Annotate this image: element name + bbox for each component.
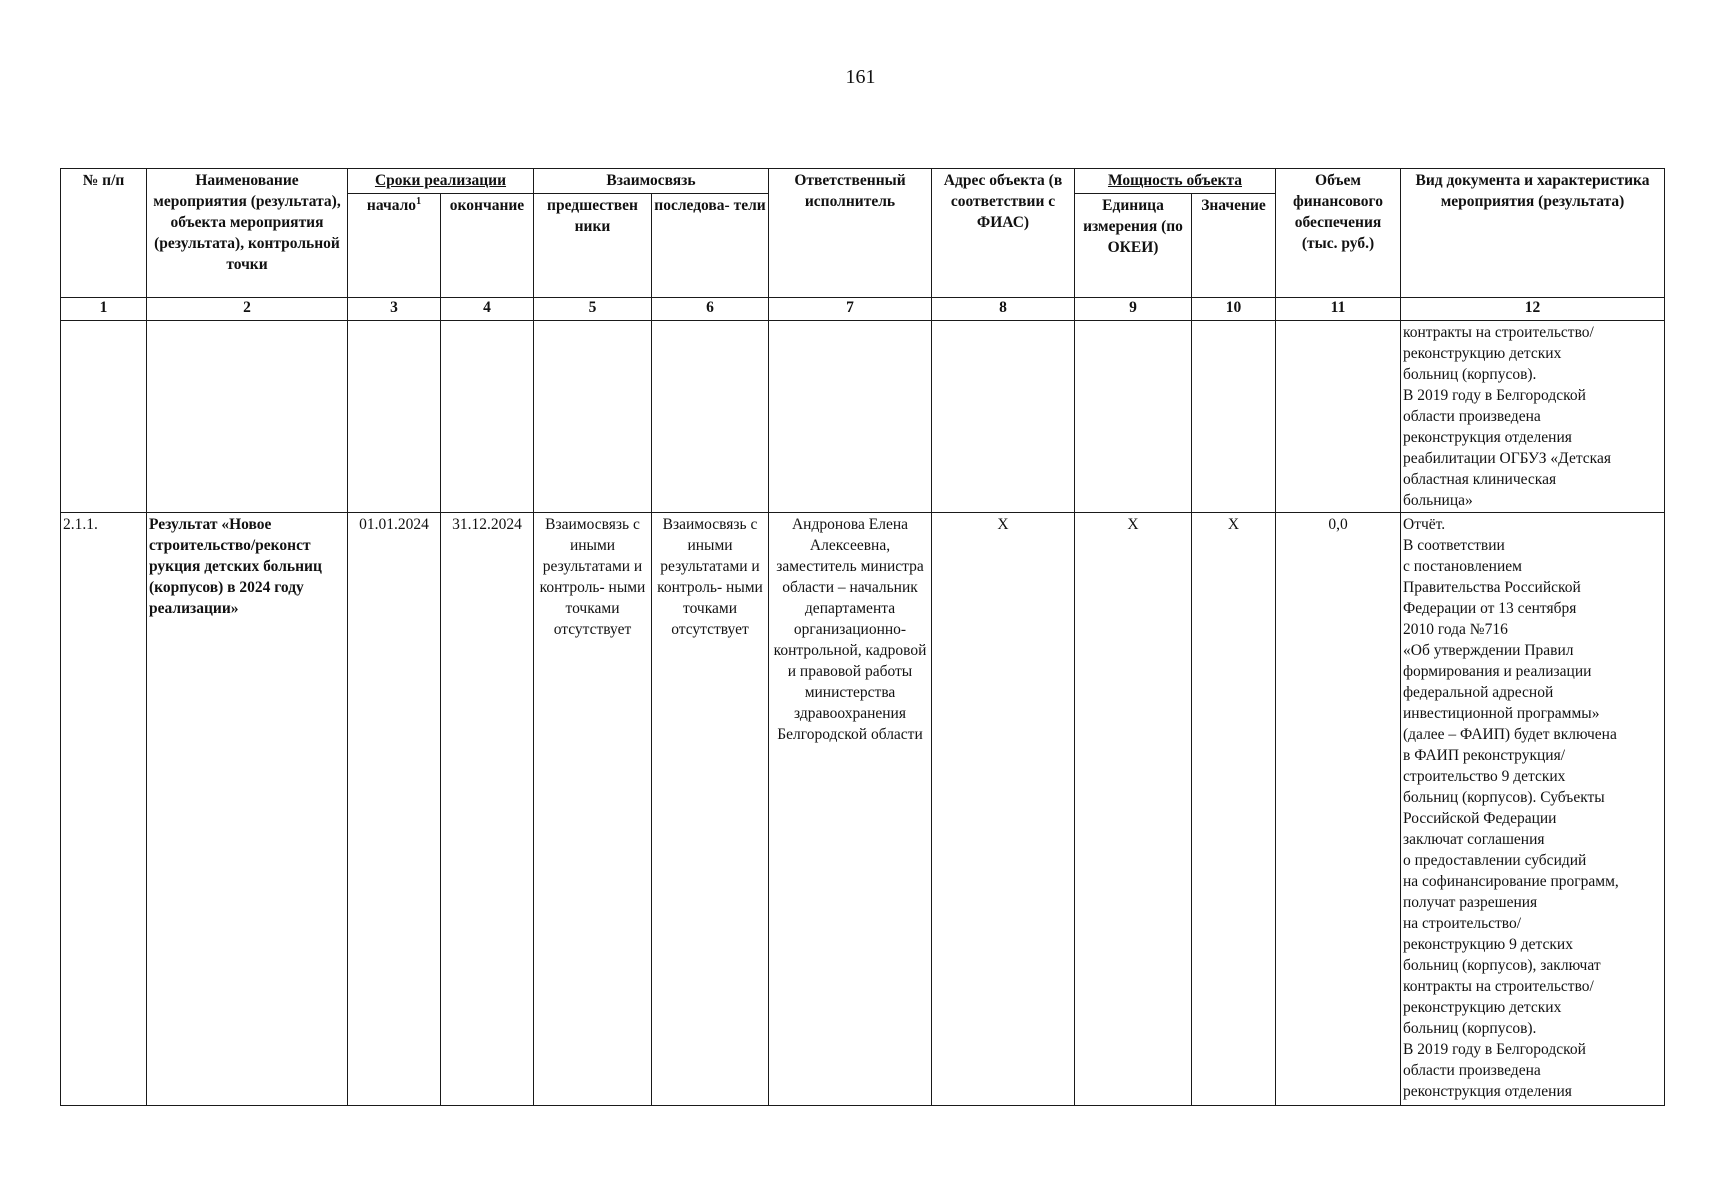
cell-predecessors: Взаимосвязь с иными результатами и контроль- ными точками отсутствует [534,513,652,1106]
doc-line: Правительства Российской [1403,579,1581,596]
header-successors: последова- тели [652,194,769,298]
doc-line: федеральной адресной [1403,684,1554,701]
column-number: 5 [534,298,652,321]
doc-line: контракты на строительство/ [1403,324,1594,341]
doc-line: области произведена [1403,1062,1541,1079]
doc-line: Федерации от 13 сентября [1403,600,1577,617]
cell-end: 31.12.2024 [441,513,534,1106]
header-end: окончание [441,194,534,298]
doc-line: (далее – ФАИП) будет включена [1403,726,1617,743]
header-doc-type: Вид документа и характеристика мероприятия (результата) [1401,169,1665,298]
cell-value: Х [1192,513,1276,1106]
doc-line: В 2019 году в Белгородской [1403,1041,1586,1058]
header-start [348,194,441,298]
doc-line: контракты на строительство/ [1403,978,1594,995]
doc-line: реконструкция отделения [1403,1083,1572,1100]
doc-line: больниц (корпусов). [1403,1020,1537,1037]
doc-line: заключат соглашения [1403,831,1545,848]
doc-line: с постановлением [1403,558,1522,575]
cell-num: 2.1.1. [61,513,147,1106]
header-funding: Объем финансового обеспечения (тыс. руб.) [1276,169,1401,298]
header-responsible: Ответственный исполнитель [769,169,932,298]
cell-empty [769,321,932,513]
cell-doc-type [1401,321,1665,513]
doc-line: В соответствии [1403,537,1505,554]
cell-empty [147,321,348,513]
column-number: 7 [769,298,932,321]
doc-line: больниц (корпусов). [1403,366,1537,383]
column-number: 2 [147,298,348,321]
cell-doc-type [1401,513,1665,1106]
column-number: 1 [61,298,147,321]
cell-empty [932,321,1075,513]
doc-line: о предоставлении субсидий [1403,852,1587,869]
column-number: 10 [1192,298,1276,321]
cell-address: Х [932,513,1075,1106]
cell-empty [61,321,147,513]
header-num: № п/п [61,169,147,298]
doc-line: на строительство/ [1403,915,1522,932]
header-address: Адрес объекта (в соответствии с ФИАС) [932,169,1075,298]
cell-empty [441,321,534,513]
doc-line: реконструкция отделения [1403,429,1572,446]
doc-line: реабилитации ОГБУЗ «Детская [1403,450,1611,467]
doc-line: областная клиническая [1403,471,1557,488]
doc-line: строительство 9 детских [1403,768,1566,785]
header-name: Наименование мероприятия (результата), объекта мероприятия (результата), контрольной точки [147,169,348,298]
header-capacity [1075,169,1276,194]
doc-line: больниц (корпусов). Субъекты [1403,789,1605,806]
cell-empty [1276,321,1401,513]
doc-line: области произведена [1403,408,1541,425]
doc-line: реконструкцию детских [1403,999,1562,1016]
doc-line: «Об утверждении Правил [1403,642,1574,659]
header-relation: Взаимосвязь [534,169,769,194]
cell-name: Результат «Новое строительство/реконст рукция детских больниц (корпусов) в 2024 году реализации» [147,513,348,1106]
header-value: Значение [1192,194,1276,298]
column-number: 4 [441,298,534,321]
footnote-mark: 1 [416,195,422,207]
cell-start: 01.01.2024 [348,513,441,1106]
doc-line: больниц (корпусов), заключат [1403,957,1601,974]
doc-line: В 2019 году в Белгородской [1403,387,1586,404]
cell-unit: Х [1075,513,1192,1106]
header-capacity-label: Мощность объекта [1107,172,1243,189]
cell-empty [534,321,652,513]
doc-line: больница» [1403,492,1473,509]
header-terms-label: Сроки реализации [374,172,507,189]
column-number: 11 [1276,298,1401,321]
column-number-row [61,298,1665,321]
header-unit: Единица измерения (по ОКЕИ) [1075,194,1192,298]
column-number: 8 [932,298,1075,321]
doc-line: Российской Федерации [1403,810,1557,827]
cell-empty [1075,321,1192,513]
column-number: 12 [1401,298,1665,321]
header-terms [348,169,534,194]
doc-line: Отчёт. [1403,516,1446,533]
table-row-2-1-1 [61,513,1665,1106]
cell-empty [1192,321,1276,513]
doc-line: 2010 года №716 [1403,621,1508,638]
doc-line: реконструкцию детских [1403,345,1562,362]
cell-empty [348,321,441,513]
doc-line: инвестиционной программы» [1403,705,1600,722]
doc-line: в ФАИП реконструкция/ [1403,747,1566,764]
column-number: 9 [1075,298,1192,321]
column-number: 6 [652,298,769,321]
header-predecessors: предшествен ники [534,194,652,298]
cell-responsible: Андронова Елена Алексеевна, заместитель министра области – начальник департамента организационно-контрольной, кадровой и правовой работы министерства здравоохранения Белгородской области [769,513,932,1106]
cell-funding: 0,0 [1276,513,1401,1106]
doc-line: формирования и реализации [1403,663,1592,680]
page-number: 161 [845,66,876,88]
events-plan-table [60,168,1665,1106]
doc-line: реконструкцию 9 детских [1403,936,1573,953]
doc-line: получат разрешения [1403,894,1538,911]
cell-empty [652,321,769,513]
cell-successors: Взаимосвязь с иными результатами и контроль- ными точками отсутствует [652,513,769,1106]
doc-line: на софинансирование программ, [1403,873,1619,890]
header-start-label: начало [366,197,417,214]
column-number: 3 [348,298,441,321]
table-row-continuation [61,321,1665,513]
